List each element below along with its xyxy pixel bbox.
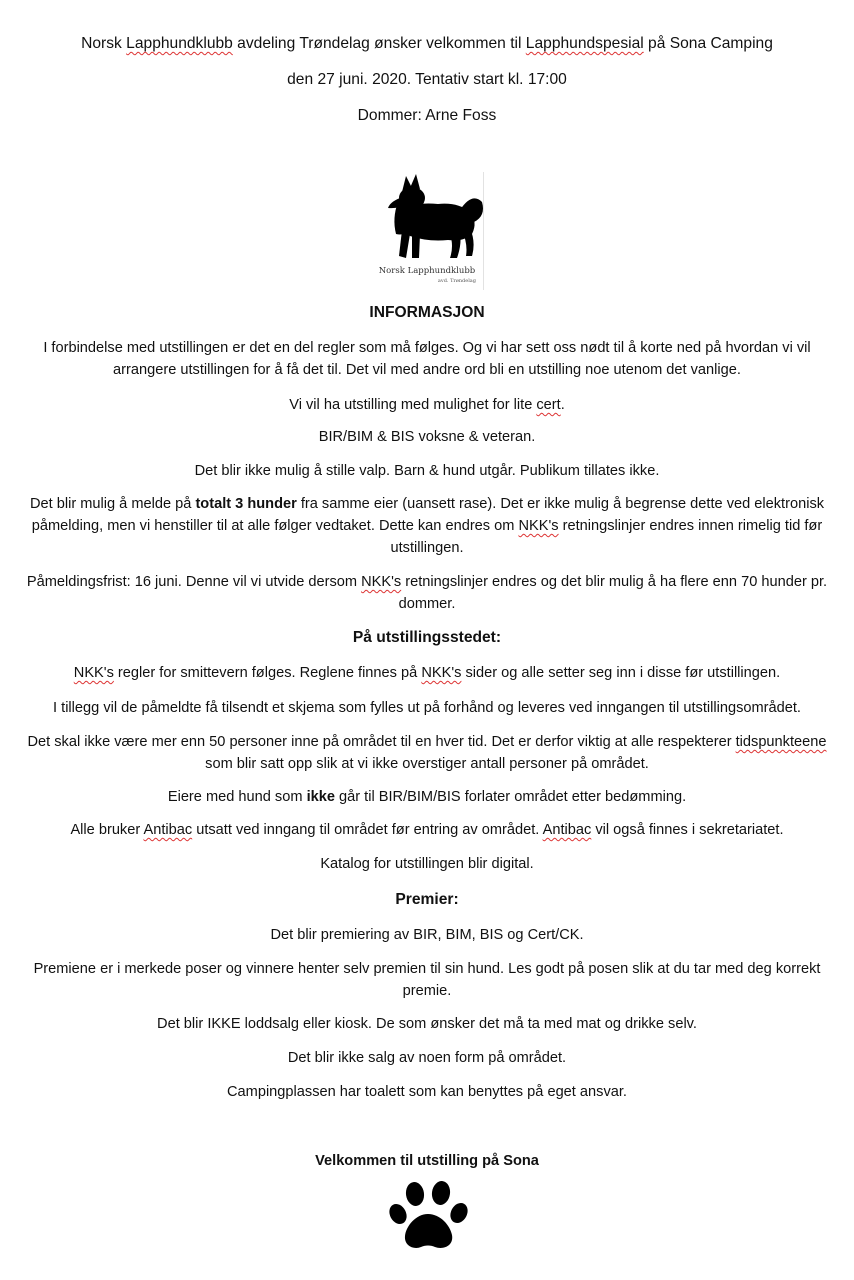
venue-paragraph-4: Eiere med hund som ikke går til BIR/BIM/BIS forlater området etter bedømming.: [167, 789, 687, 805]
header-judge: Dommer: Arne Foss: [357, 107, 497, 124]
info-paragraph-5: Det blir mulig å melde på totalt 3 hunder fra samme eier (uansett rase). Det er ikke mulig å begrense dette ved elektronisk påmelding, men vi henstiller til at alle følger vedtaket. Dette kan endres om NKK's retningslinjer endres innen rimelig tid før utstillingen.: [29, 496, 825, 556]
logo-subtitle: avd. Trøndelag: [437, 278, 476, 284]
info-paragraph-3: BIR/BIM & BIS voksne & veteran.: [318, 429, 536, 445]
footer-welcome: Velkommen til utstilling på Sona: [315, 1153, 539, 1169]
section-heading-informasjon: INFORMASJON: [369, 304, 485, 321]
logo-name: Norsk Lapphundklubb: [378, 266, 476, 276]
header-title: Norsk Lapphundklubb avdeling Trøndelag ønsker velkommen til Lapphundspesial på Sona Camping: [81, 35, 773, 52]
venue-paragraph-1: NKK's regler for smittevern følges. Reglene finnes på NKK's sider og alle setter seg inn i disse før utstillingen.: [73, 665, 781, 681]
prizes-paragraph-2: Premiene er i merkede poser og vinnere henter selv premien til sin hund. Les godt på posen slik at du tar med deg korrekt premie.: [33, 961, 821, 999]
prizes-paragraph-3: Det blir IKKE loddsalg eller kiosk. De som ønsker det må ta med mat og drikke selv.: [157, 1016, 697, 1032]
section-heading-venue: På utstillingsstedet:: [352, 629, 502, 646]
info-paragraph-4: Det blir ikke mulig å stille valp. Barn & hund utgår. Publikum tillates ikke.: [194, 463, 660, 479]
info-paragraph-1: I forbindelse med utstillingen er det en del regler som må følges. Og vi har sett oss nødt til å korte ned på hvordan vi vil arrangere utstillingen for å få det til. Det vil med andre ord bli en utstilling noe utenom det vanlige.: [43, 340, 811, 378]
venue-paragraph-3: Det skal ikke være mer enn 50 personer inne på området til en hver tid. Det er derfor viktig at alle respekterer tidspunkteene som blir satt opp slik at vi ikke overstiger antall personer på området.: [27, 734, 827, 772]
club-logo: [368, 172, 486, 294]
section-heading-premier: Premier:: [395, 891, 459, 908]
prizes-paragraph-1: Det blir premiering av BIR, BIM, BIS og Cert/CK.: [270, 927, 584, 943]
venue-paragraph-6: Katalog for utstillingen blir digital.: [320, 856, 534, 872]
prizes-paragraph-5: Campingplassen har toalett som kan benyttes på eget ansvar.: [227, 1084, 627, 1100]
venue-paragraph-5: Alle bruker Antibac utsatt ved inngang til området før entring av området. Antibac vil også finnes i sekretariatet.: [70, 822, 784, 838]
info-paragraph-2: Vi vil ha utstilling med mulighet for lite cert.: [289, 397, 565, 413]
header-date: den 27 juni. 2020. Tentativ start kl. 17:00: [287, 71, 567, 88]
prizes-paragraph-4: Det blir ikke salg av noen form på området.: [287, 1050, 567, 1066]
venue-paragraph-2: I tillegg vil de påmeldte få tilsendt et skjema som fylles ut på forhånd og leveres ved inngangen til utstillingsområdet.: [53, 700, 801, 716]
info-paragraph-6: Påmeldingsfrist: 16 juni. Denne vil vi utvide dersom NKK's retningslinjer endres og det blir mulig å ha flere enn 70 hunder pr. dommer.: [26, 574, 828, 612]
paw-print-icon: [388, 1180, 470, 1254]
lapphund-silhouette-icon: [368, 172, 486, 268]
